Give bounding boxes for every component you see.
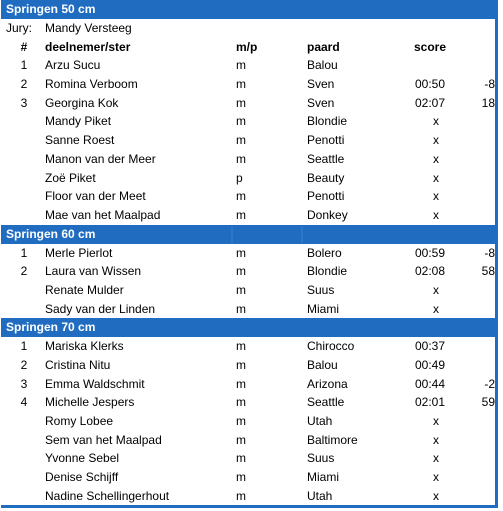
header-paard: paard — [307, 39, 340, 54]
gender-cell: m — [236, 451, 246, 466]
gender-cell: m — [236, 414, 246, 429]
score-cell: 02:01 — [414, 395, 446, 410]
table-row — [1, 262, 495, 281]
gender-cell: m — [236, 301, 246, 316]
penalty-cell: -8 — [484, 245, 495, 260]
rank-cell: 1 — [20, 245, 28, 260]
horse-name: Miami — [307, 470, 339, 485]
score-cell: 00:49 — [414, 358, 446, 372]
score-cell: x — [433, 170, 439, 185]
table-row — [1, 75, 495, 94]
table-row — [1, 206, 495, 225]
horse-name: Suus — [307, 451, 335, 466]
rank-cell: 3 — [20, 95, 28, 110]
gender-cell: m — [236, 488, 246, 503]
gender-cell: m — [236, 95, 246, 110]
gender-cell: m — [236, 432, 246, 447]
penalty-cell: -2 — [484, 376, 495, 391]
score-cell: x — [433, 470, 439, 485]
score-cell: x — [433, 151, 439, 166]
header-num: # — [20, 39, 28, 54]
table-row — [1, 169, 495, 188]
horse-name: Blondie — [307, 264, 348, 279]
score-cell: x — [433, 189, 439, 204]
score-cell: x — [433, 301, 439, 316]
participant-name: Mae van het Maalpad — [45, 207, 161, 222]
score-cell: 02:08 — [414, 264, 446, 279]
participant-name: Sady van der Linden — [45, 301, 156, 316]
jury-row — [1, 19, 495, 38]
gender-cell: m — [236, 133, 246, 148]
table-row — [1, 244, 495, 263]
rank-cell: 3 — [20, 376, 28, 391]
score-cell: 00:37 — [414, 339, 446, 354]
participant-name: Cristina Nitu — [45, 358, 111, 372]
table-row — [1, 375, 495, 394]
participant-name: Renate Mulder — [45, 282, 124, 297]
table-row — [1, 393, 495, 412]
rank-cell: 2 — [20, 264, 28, 279]
penalty-cell: 59 — [481, 395, 495, 410]
section-header-60cm — [1, 225, 495, 244]
score-cell: x — [433, 451, 439, 466]
gender-cell: m — [236, 189, 246, 204]
gender-cell: m — [236, 245, 246, 260]
rank-cell: 2 — [20, 358, 28, 372]
gender-cell: m — [236, 470, 246, 485]
participant-name: Denise Schijff — [45, 470, 119, 485]
rank-cell: 1 — [20, 58, 28, 73]
gender-cell: m — [236, 282, 246, 297]
participant-name: Emma Waldschmit — [45, 376, 145, 391]
horse-name: Miami — [307, 301, 339, 316]
gender-cell: m — [236, 376, 246, 391]
penalty-cell: -8 — [484, 77, 495, 92]
horse-name: Sven — [307, 77, 335, 92]
gender-cell: m — [236, 395, 246, 410]
horse-name: Blondie — [307, 114, 348, 129]
header-name: deelnemer/ster — [45, 39, 131, 54]
horse-name: Seattle — [307, 151, 345, 166]
table-row — [1, 449, 495, 468]
table-row — [1, 150, 495, 169]
gender-cell: m — [236, 77, 246, 92]
results-sheet — [1, 0, 498, 508]
gender-cell: m — [236, 339, 246, 354]
score-cell: x — [433, 133, 439, 148]
column-headers — [1, 38, 495, 57]
gender-cell: m — [236, 358, 246, 372]
header-mp: m/p — [236, 39, 258, 54]
horse-name: Penotti — [307, 133, 345, 148]
participant-name: Merle Pierlot — [45, 245, 113, 260]
participant-name: Floor van der Meet — [45, 189, 146, 204]
gender-cell: m — [236, 151, 246, 166]
table-row — [1, 131, 495, 150]
header-separator — [231, 226, 233, 243]
participant-name: Sanne Roest — [45, 133, 115, 148]
jury-name: Mandy Versteeg — [45, 21, 132, 35]
score-cell: 00:59 — [414, 245, 446, 260]
jury-label: Jury: — [6, 21, 33, 35]
horse-name: Sven — [307, 95, 335, 110]
horse-name: Utah — [307, 488, 333, 503]
section-header-50cm — [1, 0, 495, 19]
horse-name: Beauty — [307, 170, 345, 185]
horse-name: Chirocco — [307, 339, 355, 354]
horse-name: Suus — [307, 282, 335, 297]
gender-cell: m — [236, 58, 246, 73]
horse-name: Donkey — [307, 207, 348, 222]
score-cell: x — [433, 207, 439, 222]
participant-name: Mariska Klerks — [45, 339, 124, 354]
gender-cell: m — [236, 114, 246, 129]
table-row — [1, 112, 495, 131]
table-row — [1, 487, 495, 506]
participant-name: Nadine Schellingerhout — [45, 488, 170, 503]
participant-name: Mandy Piket — [45, 114, 112, 129]
table-row — [1, 337, 495, 356]
rank-cell: 2 — [20, 77, 28, 92]
participant-name: Manon van der Meer — [45, 151, 156, 166]
table-row — [1, 468, 495, 487]
participant-name: Michelle Jespers — [45, 395, 135, 410]
section-rows-60cm — [1, 244, 495, 319]
section-rows-50cm — [1, 56, 495, 224]
participant-name: Zoë Piket — [45, 170, 96, 185]
score-cell: x — [433, 488, 439, 503]
participant-name: Yvonne Sebel — [45, 451, 120, 466]
horse-name: Penotti — [307, 189, 345, 204]
score-cell: x — [433, 432, 439, 447]
table-row — [1, 187, 495, 206]
score-cell: 00:44 — [414, 376, 446, 391]
horse-name: Arizona — [307, 376, 348, 391]
section-header-70cm — [1, 318, 495, 337]
table-row — [1, 94, 495, 113]
section-title: Springen 50 cm — [6, 2, 96, 16]
gender-cell: m — [236, 207, 246, 222]
section-title: Springen 60 cm — [6, 226, 96, 241]
table-row — [1, 300, 495, 319]
score-cell: x — [433, 114, 439, 129]
table-row — [1, 356, 495, 375]
rank-cell: 4 — [20, 395, 28, 410]
horse-name: Bolero — [307, 245, 342, 260]
penalty-cell: 58 — [481, 264, 495, 279]
participant-name: Romina Verboom — [45, 77, 138, 92]
gender-cell: p — [236, 170, 243, 185]
table-row — [1, 56, 495, 75]
header-score: score — [413, 39, 447, 54]
horse-name: Utah — [307, 414, 333, 429]
participant-name: Laura van Wissen — [45, 264, 142, 279]
penalty-cell: 18 — [481, 95, 495, 110]
score-cell: x — [433, 414, 439, 429]
participant-name: Sem van het Maalpad — [45, 432, 162, 447]
score-cell: 02:07 — [414, 95, 446, 110]
horse-name: Seattle — [307, 395, 345, 410]
score-cell: x — [433, 282, 439, 297]
table-row — [1, 412, 495, 431]
table-row — [1, 431, 495, 450]
horse-name: Balou — [307, 58, 338, 73]
horse-name: Baltimore — [307, 432, 358, 447]
score-cell: 00:50 — [414, 77, 446, 92]
gender-cell: m — [236, 264, 246, 279]
participant-name: Arzu Sucu — [45, 58, 101, 73]
rank-cell: 1 — [20, 339, 28, 354]
table-row — [1, 281, 495, 300]
participant-name: Georgina Kok — [45, 95, 119, 110]
participant-name: Romy Lobee — [45, 414, 114, 429]
horse-name: Balou — [307, 358, 338, 372]
header-separator — [301, 226, 303, 243]
section-rows-70cm — [1, 337, 495, 505]
section-title: Springen 70 cm — [6, 320, 96, 335]
